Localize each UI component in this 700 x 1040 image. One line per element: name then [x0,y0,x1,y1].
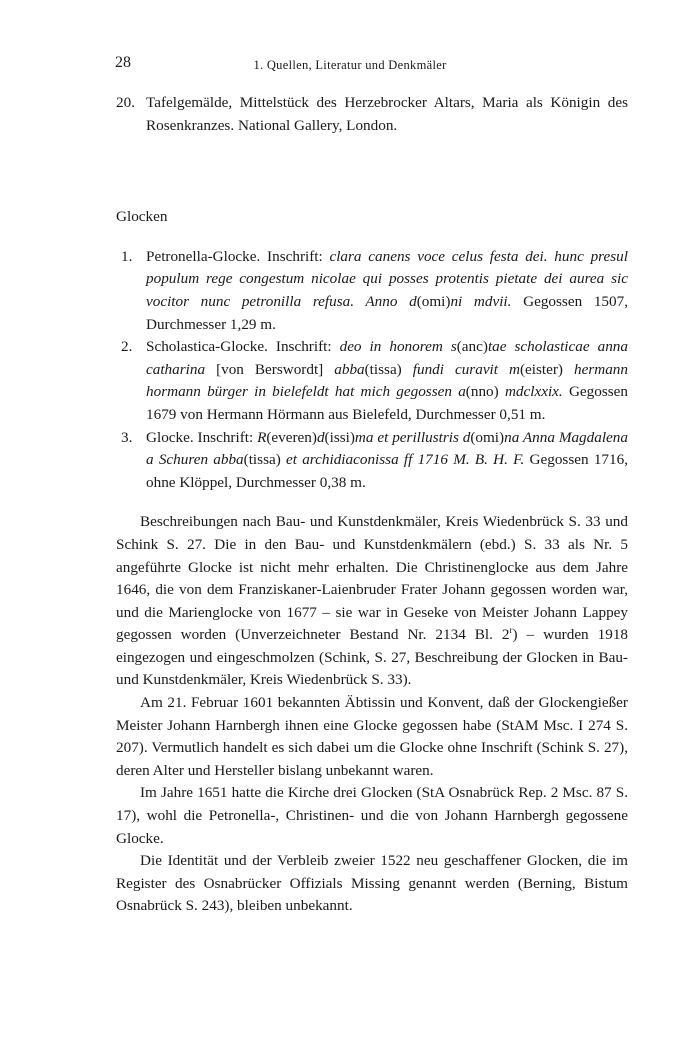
inscription-text: ma et perillustris d [354,428,471,446]
body-paragraph: Beschreibungen nach Bau- und Kunstdenkmäler, Kreis Wiedenbrück S. 33 und Schink S. 27. Die in den Bau- und Kunstdenkmälern (ebd.) S. 33 als Nr. 5 angeführte Glocke ist nicht mehr erhalten. Die Christinenglocke aus dem Jahre 1646, die von dem Franziskaner-Laienbruder Frater Johann gegossen worden war, und die Marienglocke von 1677 – sie war in Geseke von Meister Johann Lappey gegossen worden (Unverzeichneter Bestand Nr. 2134 Bl. 2$^r$) – wurden 1918 eingezogen und eingeschmolzen (Schink, S. 27, Beschreibung der Glocken in Bau- und Kunstdenkmäler, Kreis Wiedenbrück S. 33). [116,513,629,689]
inscription-text: R [257,428,267,446]
bell-description [146,248,628,333]
description-text: (issi) [324,428,355,446]
description-text: (omi) [416,292,451,310]
description-text: Glocke. Inschrift: [146,428,258,446]
description-text: Petronella-Glocke. Inschrift: [146,247,330,265]
superscript: r [509,625,513,636]
description-text: (anc) [456,338,488,356]
bell-item [116,246,628,336]
section-heading: Glocken [116,208,168,226]
inscription-text: ni mdvii. [450,292,512,310]
inscription-text: deo in honorem s [339,338,457,356]
bell-number: 3. [121,428,133,446]
body-paragraph: Am 21. Februar 1601 bekannten Äbtissin und Konvent, daß der Glockengießer Meister Johann Harnbergh ihnen eine Glocke gegossen habe (StAM Msc. I 274 S. 207). Vermutlich handelt es sich dabei um die Glocke ohne Inschrift (Schink S. 27), deren Alter und Hersteller bislang unbekannt waren. [116,694,628,779]
inscription-text: mdclxxix. [504,383,563,401]
running-head: 1. Quellen, Literatur und Denkmäler [253,58,447,72]
list-entry-20 [116,92,628,137]
bell-number: 1. [121,247,133,265]
body-paragraph: Die Identität und der Verbleib zweier 1522 neu geschaffener Glocken, die im Register des Osnabrücker Offizials Missing genannt werden (Berning, Bistum Osnabrück S. 243), bleiben unbekannt. [116,852,628,915]
inscription-text: abba [334,360,365,378]
bell-item [116,336,628,426]
page-number: 28 [115,54,131,71]
description-text: (omi) [470,428,505,446]
inscription-text: clara canens voce celus festa dei. hunc presul populum rege congestum nicolae qui posses protentis pietate dei aurea sic vocitor nunc petronilla refusa. Anno [146,247,628,310]
page-content [116,92,628,918]
inscription-text: na Anna Magdalena a Schuren abba [146,428,628,469]
bell-number: 2. [121,338,133,356]
inscription-text: d [409,292,417,310]
description-text: Gegossen 1716, ohne Klöppel, Durchmesser 0,38 m. [146,451,628,491]
description-text: Gegossen 1507, Durchmesser 1,29 m. [146,292,628,333]
description-text: Scholastica-Glocke. Inschrift: [146,338,340,356]
bell-description [146,429,628,491]
bell-description [146,338,628,423]
description-text: (tissa) [243,451,287,469]
description-text: (tissa) [364,360,413,378]
inscription-text: tae scholasticae anna catharina [146,338,628,378]
inscription-text: hermann hormann bürger in bielefeldt hat mich gegossen a [146,360,628,401]
description-text: (everen) [266,428,317,446]
description-text: Gegossen 1679 von Hermann Hörmann aus Bielefeld, Durchmesser 0,51 m. [146,383,628,423]
entry-text: Tafelgemälde, Mittelstück des Herzebrocker Altars, Maria als Königin des Rosenkranzes. National Gallery, London. [146,94,628,134]
inscription-text: fundi curavit m [412,360,520,378]
inscription-text: et archidiaconissa ff 1716 M. B. H. F. [286,451,525,469]
body-paragraph: Im Jahre 1651 hatte die Kirche drei Glocken (StA Osnabrück Rep. 2 Msc. 87 S. 17), wohl die Petronella-, Christinen- und die von Johann Harnbergh gegossene Glocke. [116,784,628,847]
bell-item [116,427,628,495]
description-text: (eister) [519,360,574,378]
description-text: [von Berswordt] [205,360,335,378]
bell-list [116,246,628,495]
entry-number: 20. [116,94,135,111]
inscription-text: d [316,428,325,446]
description-text: (nno) [465,383,505,401]
